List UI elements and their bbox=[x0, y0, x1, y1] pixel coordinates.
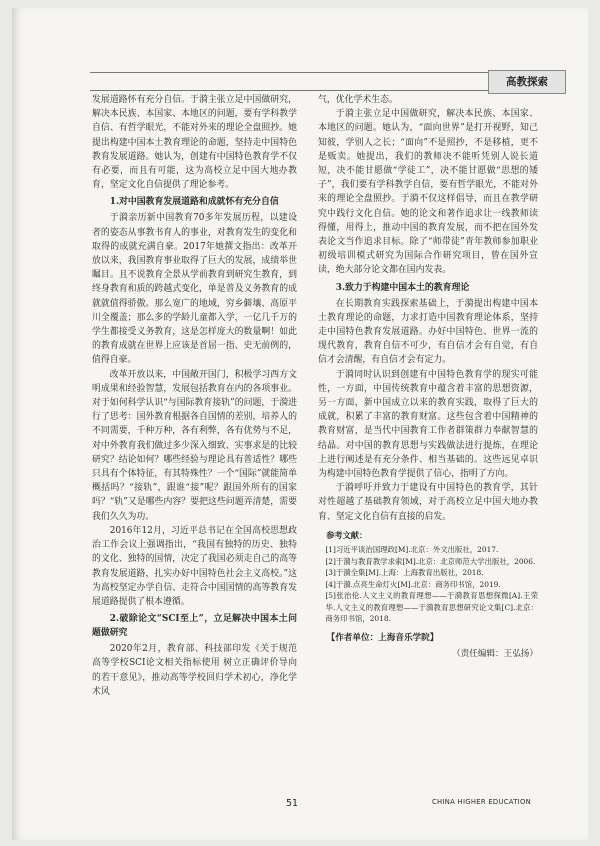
paragraph: 发展道路怀有充分自信。于漪主张立足中国做研究，解决本民族、本国家、本地区的问题，要有学科教学自信、有哲学眼光，不能对外来的理论全盘照抄。她提出构建中国本土教育理论的命题，坚持走中国特色教育发展道路。她认为，创建有中国特色教育学不仅有必要，而且有可能，这为高校立足中国大地办教育，坚定文化自信提供了理论参考。 bbox=[92, 95, 297, 191]
right-column-body bbox=[318, 93, 538, 524]
paragraph: 2016年12月，习近平总书记在全国高校思想政治工作会议上强调指出，“我国有独特的历史、独特的文化、独特的国情，决定了我国必须走自己的高等教育发展道路，扎实办好中国特色社会主义高校。”这为高校坚定办学自信、走符合中国国情的高等教育发展道路提供了根本遵循。 bbox=[92, 525, 297, 607]
reference-item: [2]于漪与教育教学求索[M].北京：北京师范大学出版社，2006. bbox=[325, 556, 536, 566]
left-column bbox=[92, 93, 297, 699]
journal-name-footer: CHINA HIGHER EDUCATION bbox=[432, 798, 531, 806]
section-heading: 1.对中国教育发展道路和成就怀有充分自信 bbox=[109, 197, 279, 208]
references-title: 参考文献： bbox=[326, 529, 368, 540]
paragraph: 于漪亲历新中国教育70多年发展历程，以建设者的姿态从事教书育人的事业，对教育发生的变化和取得的成就充满自豪。2017年她撰文指出：改革开放以来，我国教育事业取得了巨大的发展，成绩举世瞩目。且不说教育全景从学前教育到研究生教育，到终身教育和质的跨越式变化，单是普及义务教育的成就就值得骄傲。那么宽广的地域，穷乡僻壤、高原平川全覆盖；那么多的学龄儿童都入学，一亿几千万的学生都接受义务教育，这是怎样庞大的数量啊！如此的教育成就在世界上应该是首屈一指、史无前例的，值得自豪。 bbox=[92, 213, 297, 366]
reference-item: [3]于漪全集[M].上海：上海教育出版社，2018. bbox=[325, 568, 484, 578]
right-column bbox=[318, 93, 538, 661]
paragraph: 在长期教育实践探索基础上，于漪提出构建中国本土教育理论的命题，力求打造中国教育理论体系，坚持走中国特色教育发展道路。办好中国特色、世界一流的现代教育，教育自信不可少，有自信才会有自觉，有自信才会清醒，有自信才会有定力。 bbox=[318, 298, 538, 366]
responsible-editor: （责任编辑：王弘扬） bbox=[452, 648, 538, 659]
section-heading: 3.致力于构建中国本土的教育理论 bbox=[335, 282, 470, 293]
reference-item: [5]张治伦.人文主义的教育理想——于漪教育思想探微[A].王荣华.人文主义的教育理想——于漪教育思想研究论文集[C].北京：商务印书馆，2018. bbox=[325, 591, 538, 624]
paragraph: 2020年2月，教育部、科技部印发《关于规范高等学校SCI论文相关指标使用 树立正确评价导向的若干意见》，推动高等学校回归学术初心，净化学术风 bbox=[92, 644, 297, 697]
references-list bbox=[318, 544, 538, 625]
section-header: 高教探索 bbox=[488, 70, 566, 94]
section-heading: 2.破除论文“SCI至上”，立足解决中国本土问题做研究 bbox=[92, 614, 297, 639]
page-number: 51 bbox=[286, 798, 299, 809]
reference-item: [1]习近平谈治国理政[M].北京：外文出版社，2017. bbox=[325, 545, 499, 555]
reference-item: [4]于漪.点亮生命灯火[M].北京：商务印书馆，2019. bbox=[325, 579, 501, 589]
paragraph: 于漪呼吁并致力于建设有中国特色的教育学，其针对性超越了基础教育领域，对于高校立足中国大地办教育、坚定文化自信有直接的启发。 bbox=[318, 483, 538, 522]
author-unit: 【作者单位：上海音乐学院】 bbox=[326, 632, 439, 643]
paragraph: 气，优化学术生态。 bbox=[318, 95, 398, 105]
paragraph: 改革开放以来，中国敞开国门，积极学习西方文明成果和经验智慧，发展包括教育在内的各项事业。对于如何科学认识“与国际教育接轨”的问题，于漪进行了思考：国外教育根据各自国情的差别，培养人的不同需要，千种万种，各有利弊，各有优势与不足，对中外教育我们做过多少深入细致、实事求是的比较研究？结论如何？哪些经验与理论具有普适性？哪些只具有个体特征，有其特殊性？一个“国际”就能简单概括吗？“接轨”，跟谁“接”呢？跟国外所有的国家吗？“轨”又是哪些内容？要把这些问题弄清楚，需要我们久久为功。 bbox=[92, 369, 297, 522]
paragraph: 于漪主张立足中国做研究，解决本民族、本国家、本地区的问题。她认为，“面向世界”是打开视野，知己知彼，学别人之长；“面向”不是照抄，不是移植，更不是贩卖。她提出，我们的教师决不能听凭别人说长道短，决不能甘愿做“学徒工”，决不能甘愿做“思想的矮子”，我们要有学科教学自信，要有哲学眼光，不能对外来的理论全盘照抄。于漪不仅这样倡导，而且在教学研究中践行文化自信。她的论文和著作追求让一线教师读得懂，用得上，推动中国的教育发展，而不把在国外发表论文当作追求目标。除了“师带徒”青年教师参加职业初级培训模式研究为国际合作研究项目，曾在国外宣读，绝大部分论文都在国内发表。 bbox=[318, 109, 538, 276]
paragraph: 于漪同时认识到创建有中国特色教育学的现实可能性，一方面，中国传统教育中蕴含着丰富的思想资源，另一方面，新中国成立以来的教育实践，取得了巨大的成就，积累了丰富的教育财富。这些包含着中国精神的教育财富，是当代中国教育工作者群策群力奉献智慧的结晶。对中国的教育思想与实践做法进行提炼，在理论上进行阐述是有充分条件、相当基础的。这些远见卓识为构建中国特色教育学提供了信心，指明了方向。 bbox=[318, 369, 538, 480]
